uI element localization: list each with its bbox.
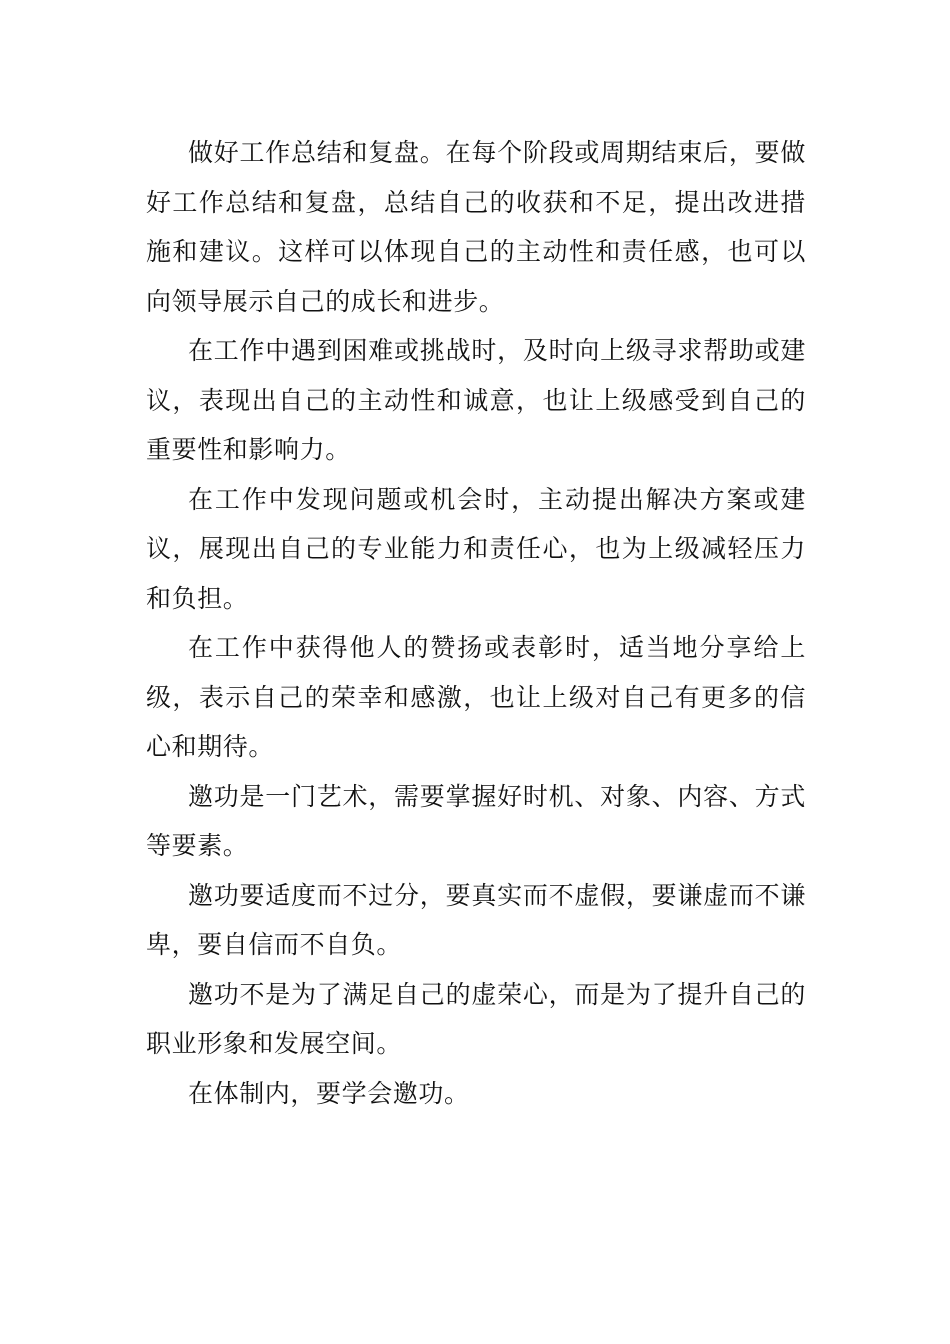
paragraph-seek-help: 在工作中遇到困难或挑战时，及时向上级寻求帮助或建议，表现出自己的主动性和诚意，也让上级感受到自己的重要性和影响力。 — [146, 336, 806, 464]
document-body — [146, 128, 806, 1118]
paragraph-purpose: 邀功不是为了满足自己的虚荣心，而是为了提升自己的职业形象和发展空间。 — [146, 979, 806, 1058]
paragraph-share-praise: 在工作中获得他人的赞扬或表彰时，适当地分享给上级，表示自己的荣幸和感激，也让上级对自己有更多的信心和期待。 — [146, 633, 806, 761]
paragraph-conclusion: 在体制内，要学会邀功。 — [188, 1078, 470, 1108]
paragraph-propose-solutions: 在工作中发现问题或机会时，主动提出解决方案或建议，展现出自己的专业能力和责任心，也为上级减轻压力和负担。 — [146, 484, 806, 613]
paragraph-moderation: 邀功要适度而不过分，要真实而不虚假，要谦虚而不谦卑，要自信而不自负。 — [146, 880, 806, 959]
paragraph-work-summary: 做好工作总结和复盘。在每个阶段或周期结束后，要做好工作总结和复盘，总结自己的收获和不足，提出改进措施和建议。这样可以体现自己的主动性和责任感，也可以向领导展示自己的成长和进步。 — [146, 138, 806, 316]
paragraph-art-of-credit: 邀功是一门艺术，需要掌握好时机、对象、内容、方式等要素。 — [146, 781, 806, 860]
